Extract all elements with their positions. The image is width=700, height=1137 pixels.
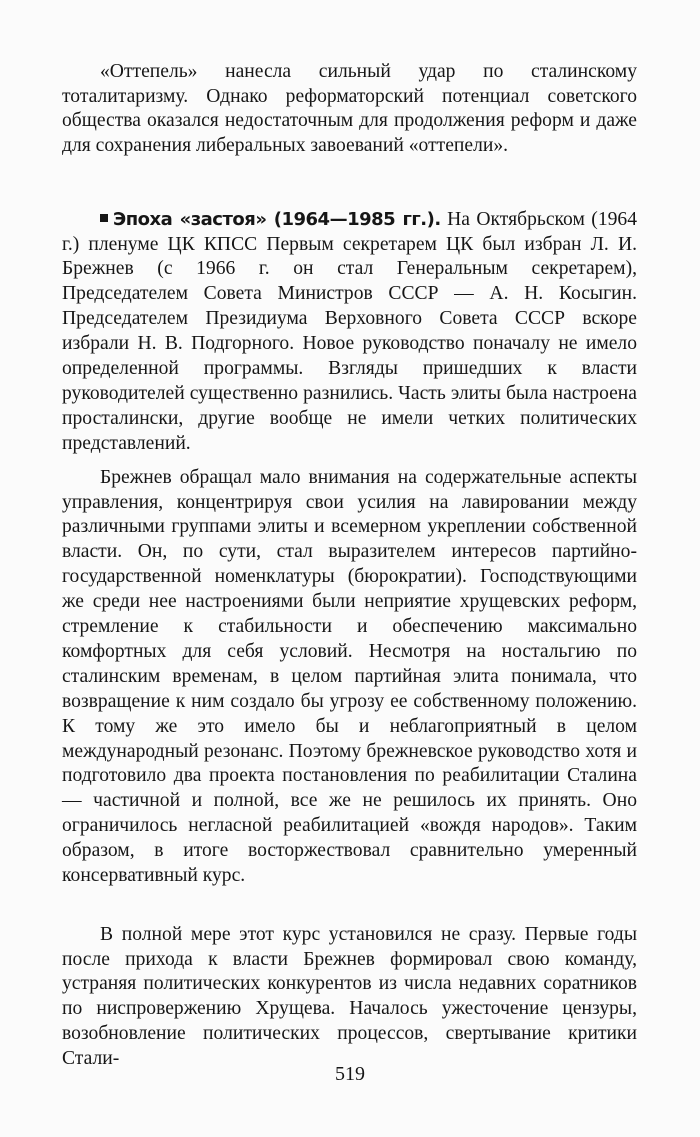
- square-bullet-icon: [100, 214, 108, 222]
- paragraph-brezhnev-policy: Брежнев обращал мало внимания на содержательные аспекты управления, концентрируя свои усилия на лавировании между различными группами элиты и всемерном укреплении собственной власти. Он, по сути, стал выразителем интересов партийно-государственной номенклатуры (бюрократии). Господствующими же среди нее настроениями были неприятие хрущевских реформ, стремление к стабильности и обеспечению максимально комфортных для себя условий. Несмотря на ностальгию по сталинским временам, в целом партийная элита понимала, что возвращение к ним создало бы угрозу ее собственному положению. К тому же это имело бы и неблагоприятный в целом международный резонанс. Поэтому брежневское руководство хотя и подготовило два проекта постановления по реабилитации Сталина — частичной и полной, все же не решилось их принять. Оно ограничилось негласной реабилитацией «вождя народов». Таким образом, в итоге восторжествовал сравнительно умеренный консервативный курс.: [62, 466, 637, 887]
- paragraph-thaw-conclusion: «Оттепель» нанесла сильный удар по сталинскому тоталитаризму. Однако реформаторский потенциал советского общества оказался недостаточным для продолжения реформ и даже для сохранения либеральных завоеваний «оттепели».: [62, 60, 637, 157]
- page-number: 519: [335, 1063, 365, 1085]
- paragraph-course-establishment: В полной мере этот курс установился не сразу. Первые годы после прихода к власти Брежнев формировал свою команду, устраняя политических конкурентов из числа недавних соратников по ниспровержению Хрущева. Началось ужесточение цензуры, возобновление политических процессов, свертывание критики Стали-: [62, 923, 637, 1070]
- paragraph-stagnation-intro-text: На Октябрьском (1964 г.) пленуме ЦК КПСС Первым секретарем ЦК был избран Л. И. Брежнев (с 1966 г. он стал Генеральным секретарем), Председателем Совета Министров СССР — А. Н. Косыгин. Председателем Президиума Верховного Совета СССР вскоре избрали Н. В. Подгорного. Новое руководство поначалу не имело определенной программы. Взгляды пришедших к власти руководителей существенно разнились. Часть элиты была настроена просталински, другие вообще не имели четких политических представлений.: [62, 208, 638, 454]
- paragraph-stagnation-intro: [62, 208, 637, 457]
- section-heading-text: Эпоха «застоя» (1964—1985 гг.).: [113, 208, 441, 230]
- section-heading: [100, 209, 441, 230]
